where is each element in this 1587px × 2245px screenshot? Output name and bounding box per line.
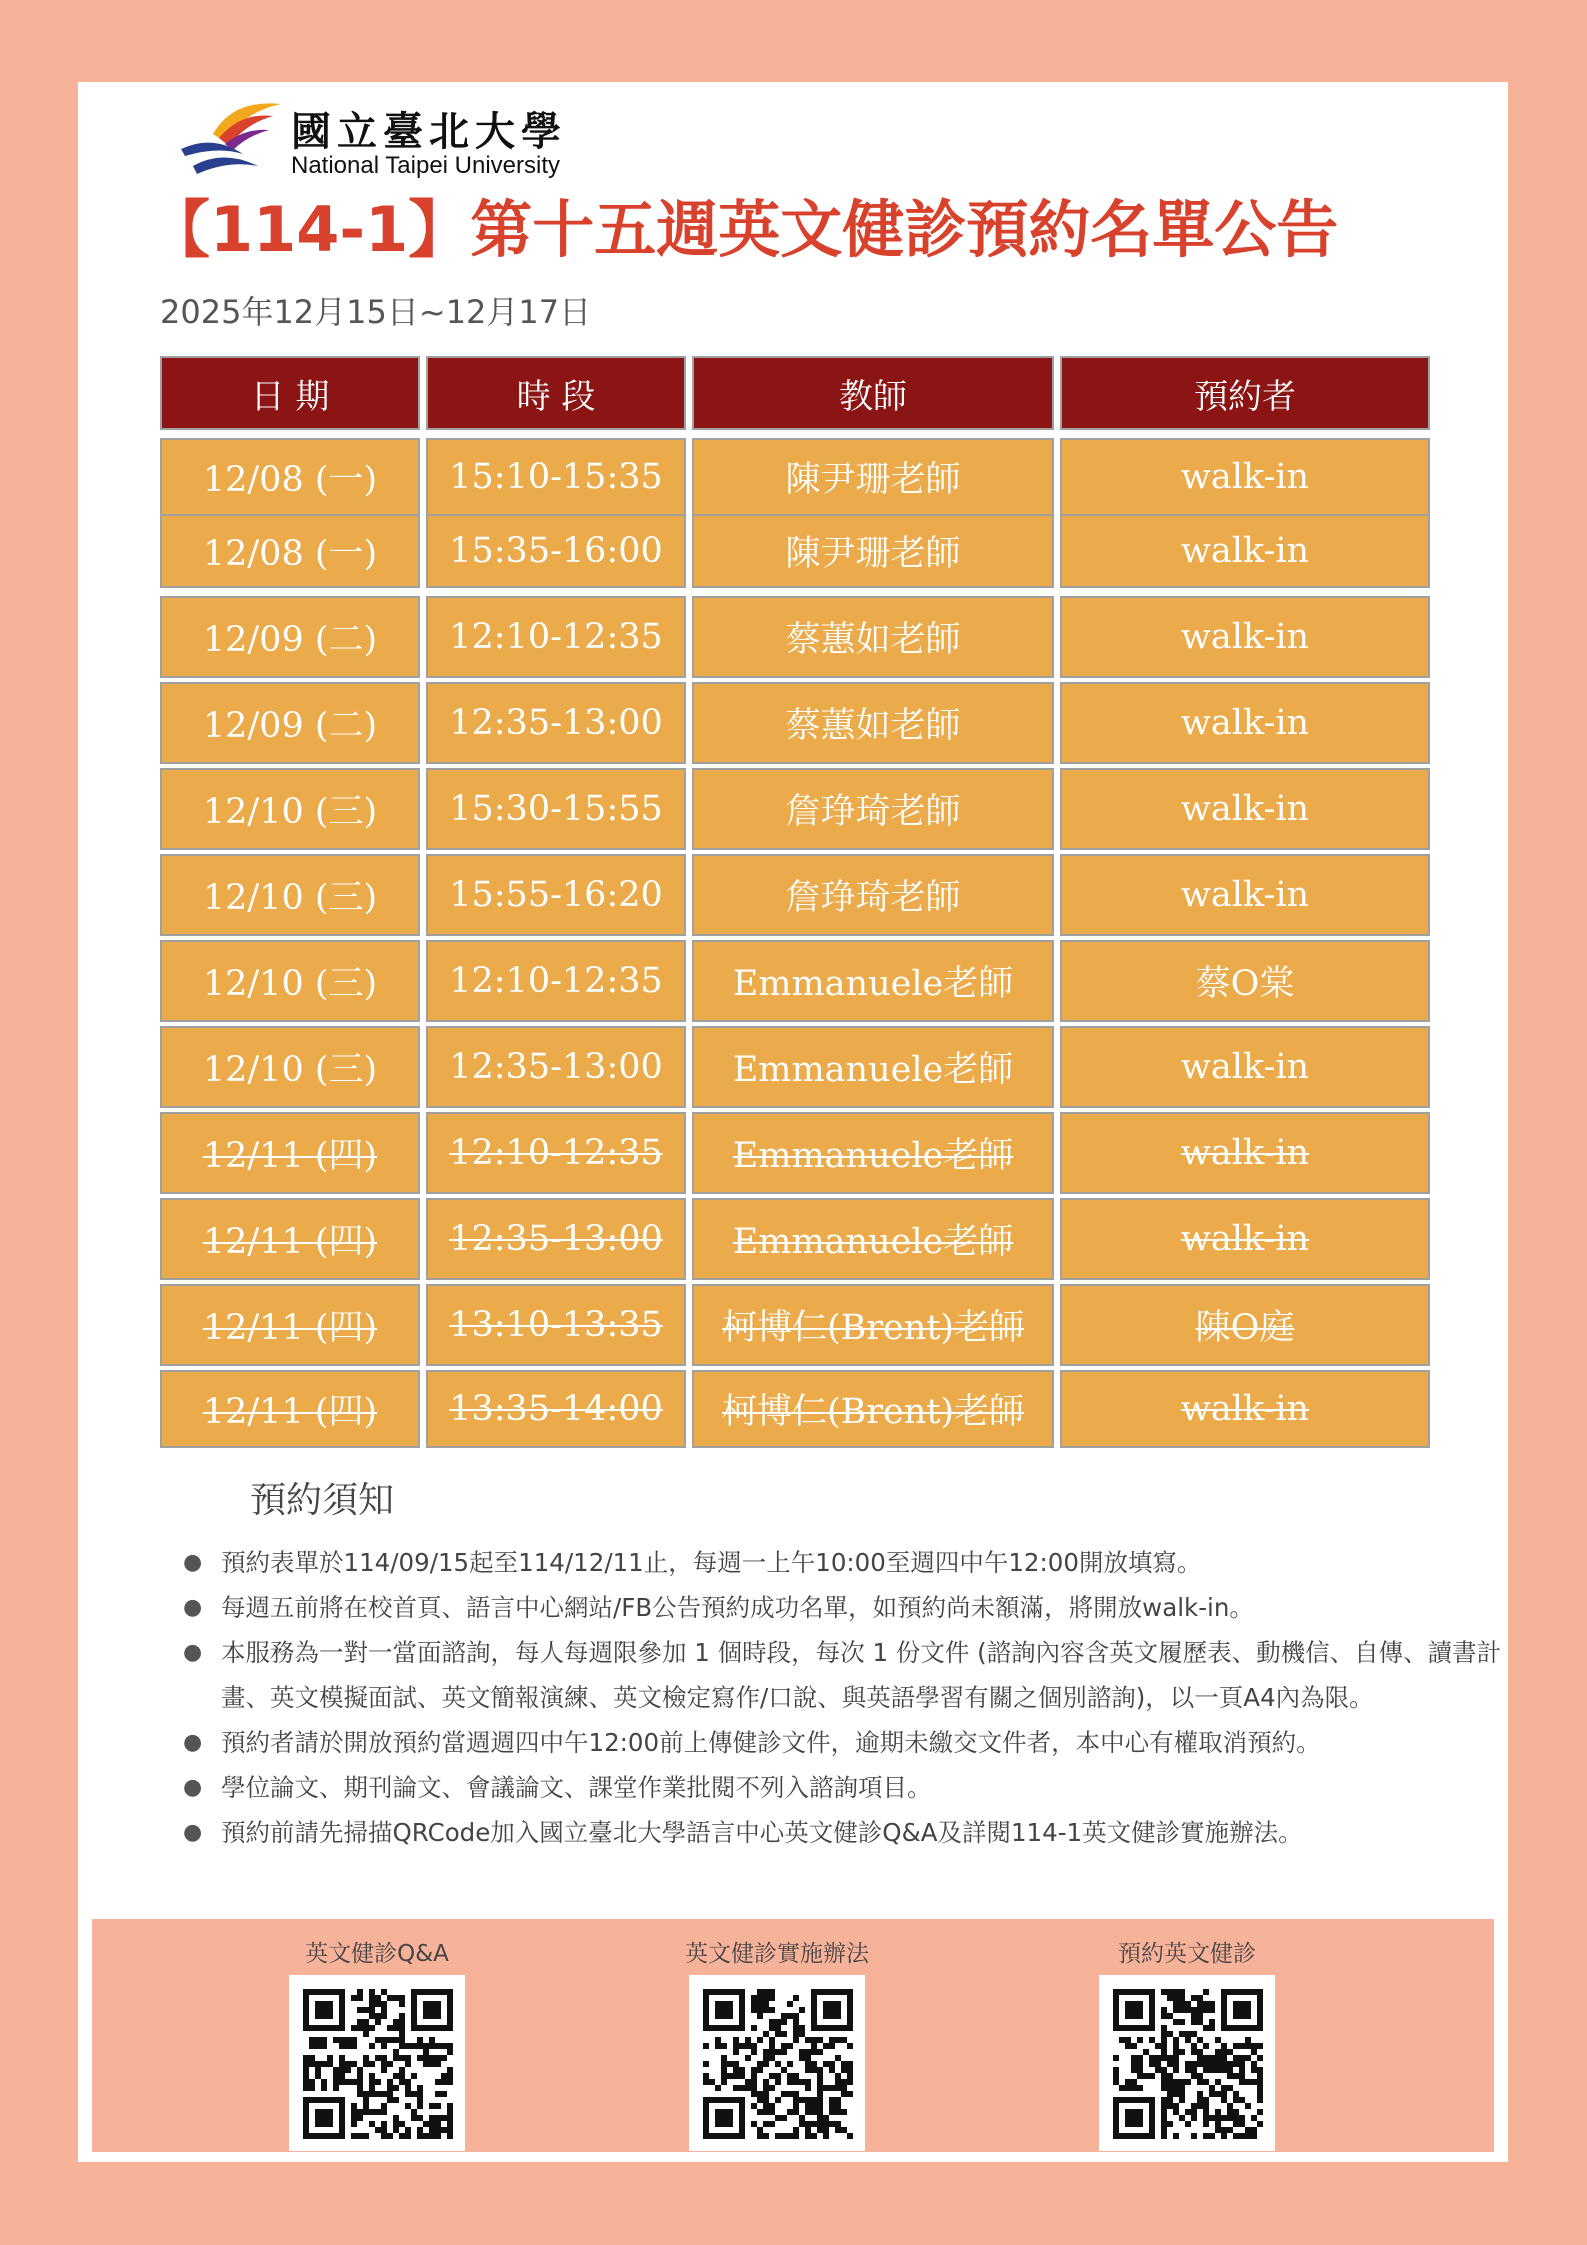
date-range: 2025年12月15日~12月17日 [160,293,592,331]
note-text: 預約前請先掃描QRCode加入國立臺北大學語言中心英文健診Q&A及詳閱114-1英文健診實施辦法。 [221,1818,1303,1847]
notes-title: 預約須知 [250,1480,395,1521]
teacher-cell: 柯博仁(Brent)老師 [692,1370,1054,1448]
teacher-cell: 柯博仁(Brent)老師 [692,1284,1054,1366]
bullet-icon: ● [183,1730,203,1755]
header-booker: 預約者 [1060,356,1430,430]
note-item [183,1630,1513,1720]
booker-cell: walk-in [1060,1198,1430,1280]
booker-cell: walk-in [1060,438,1430,516]
booker-cell: walk-in [1060,1370,1430,1448]
note-text: 每週五前將在校首頁、語言中心網站/FB公告預約成功名單，如預約尚未額滿，將開放walk-in。 [221,1593,1254,1622]
time-cell: 12:35-13:00 [426,682,686,764]
note-item [183,1810,1513,1855]
qr-label: 預約英文健診 [1118,1941,1256,1967]
logo-chinese-name: 國立臺北大學 [291,108,567,155]
header-teacher: 教師 [692,356,1054,430]
university-logo [173,94,613,184]
date-cell: 12/08 (一) [160,438,420,516]
note-text: 預約者請於開放預約當週週四中午12:00前上傳健診文件，逾期未繳交文件者，本中心有權取消預約。 [221,1728,1321,1757]
time-cell: 12:10-12:35 [426,596,686,678]
booker-cell: walk-in [1060,1026,1430,1108]
booker-cell: walk-in [1060,514,1430,588]
date-cell: 12/08 (一) [160,514,420,588]
date-cell: 12/10 (三) [160,940,420,1022]
date-cell: 12/10 (三) [160,1026,420,1108]
bullet-icon: ● [183,1820,203,1845]
logo-english-name: National Taipei University [291,152,561,179]
teacher-cell: 蔡蕙如老師 [692,682,1054,764]
time-cell: 15:30-15:55 [426,768,686,850]
qr-block [652,1919,902,2151]
time-cell: 13:10-13:35 [426,1284,686,1366]
date-cell: 12/10 (三) [160,854,420,936]
qr-code[interactable] [289,1975,465,2151]
time-cell: 12:35-13:00 [426,1198,686,1280]
teacher-cell: 詹琤琦老師 [692,768,1054,850]
teacher-cell: 陳尹珊老師 [692,514,1054,588]
date-cell: 12/11 (四) [160,1284,420,1366]
notes-list [183,1540,1513,1855]
teacher-cell: Emmanuele老師 [692,940,1054,1022]
booker-cell: 蔡O棠 [1060,940,1430,1022]
date-cell: 12/09 (二) [160,682,420,764]
qr-block [252,1919,502,2151]
bullet-icon: ● [183,1775,203,1800]
time-cell: 15:35-16:00 [426,514,686,588]
booker-cell: walk-in [1060,682,1430,764]
qr-code-icon[interactable] [303,1989,453,2139]
booker-cell: walk-in [1060,768,1430,850]
time-cell: 12:10-12:35 [426,940,686,1022]
booker-cell: walk-in [1060,596,1430,678]
poster [78,82,1508,2162]
time-cell: 12:35-13:00 [426,1026,686,1108]
university-emblem-icon [173,94,283,184]
note-text: 本服務為一對一當面諮詢，每人每週限參加 1 個時段，每次 1 份文件 (諮詢內容含英文履歷表、動機信、自傳、讀書計畫、英文模擬面試、英文簡報演練、英文檢定寫作/口說、與英語學習有關之個別諮詢)，以一頁A4內為限。 [221,1638,1502,1712]
note-item [183,1720,1513,1765]
note-text: 預約表單於114/09/15起至114/12/11止，每週一上午10:00至週四中午12:00開放填寫。 [221,1548,1202,1577]
bullet-icon: ● [183,1550,203,1575]
header-time: 時 段 [426,356,686,430]
date-cell: 12/11 (四) [160,1370,420,1448]
teacher-cell: 陳尹珊老師 [692,438,1054,516]
date-cell: 12/10 (三) [160,768,420,850]
time-cell: 15:55-16:20 [426,854,686,936]
bullet-icon: ● [183,1595,203,1620]
teacher-cell: 詹琤琦老師 [692,854,1054,936]
qr-code-icon[interactable] [1113,1989,1263,2139]
time-cell: 12:10-12:35 [426,1112,686,1194]
header-date: 日 期 [160,356,420,430]
date-cell: 12/11 (四) [160,1198,420,1280]
qr-block [1062,1919,1312,2151]
date-cell: 12/09 (二) [160,596,420,678]
booker-cell: walk-in [1060,1112,1430,1194]
qr-code[interactable] [689,1975,865,2151]
teacher-cell: Emmanuele老師 [692,1198,1054,1280]
time-cell: 15:10-15:35 [426,438,686,516]
qr-label: 英文健診實施辦法 [685,1941,869,1967]
qr-code-icon[interactable] [703,1989,853,2139]
time-cell: 13:35-14:00 [426,1370,686,1448]
note-item [183,1765,1513,1810]
qr-label: 英文健診Q&A [305,1941,449,1967]
note-item [183,1540,1513,1585]
teacher-cell: 蔡蕙如老師 [692,596,1054,678]
teacher-cell: Emmanuele老師 [692,1026,1054,1108]
bullet-icon: ● [183,1640,203,1665]
note-item [183,1585,1513,1630]
note-text: 學位論文、期刊論文、會議論文、課堂作業批閱不列入諮詢項目。 [221,1773,932,1802]
booker-cell: 陳O庭 [1060,1284,1430,1366]
booker-cell: walk-in [1060,854,1430,936]
page-title: 【114-1】第十五週英文健診預約名單公告 [148,193,1339,266]
qr-code-band [92,1919,1494,2152]
date-cell: 12/11 (四) [160,1112,420,1194]
qr-code[interactable] [1099,1975,1275,2151]
teacher-cell: Emmanuele老師 [692,1112,1054,1194]
